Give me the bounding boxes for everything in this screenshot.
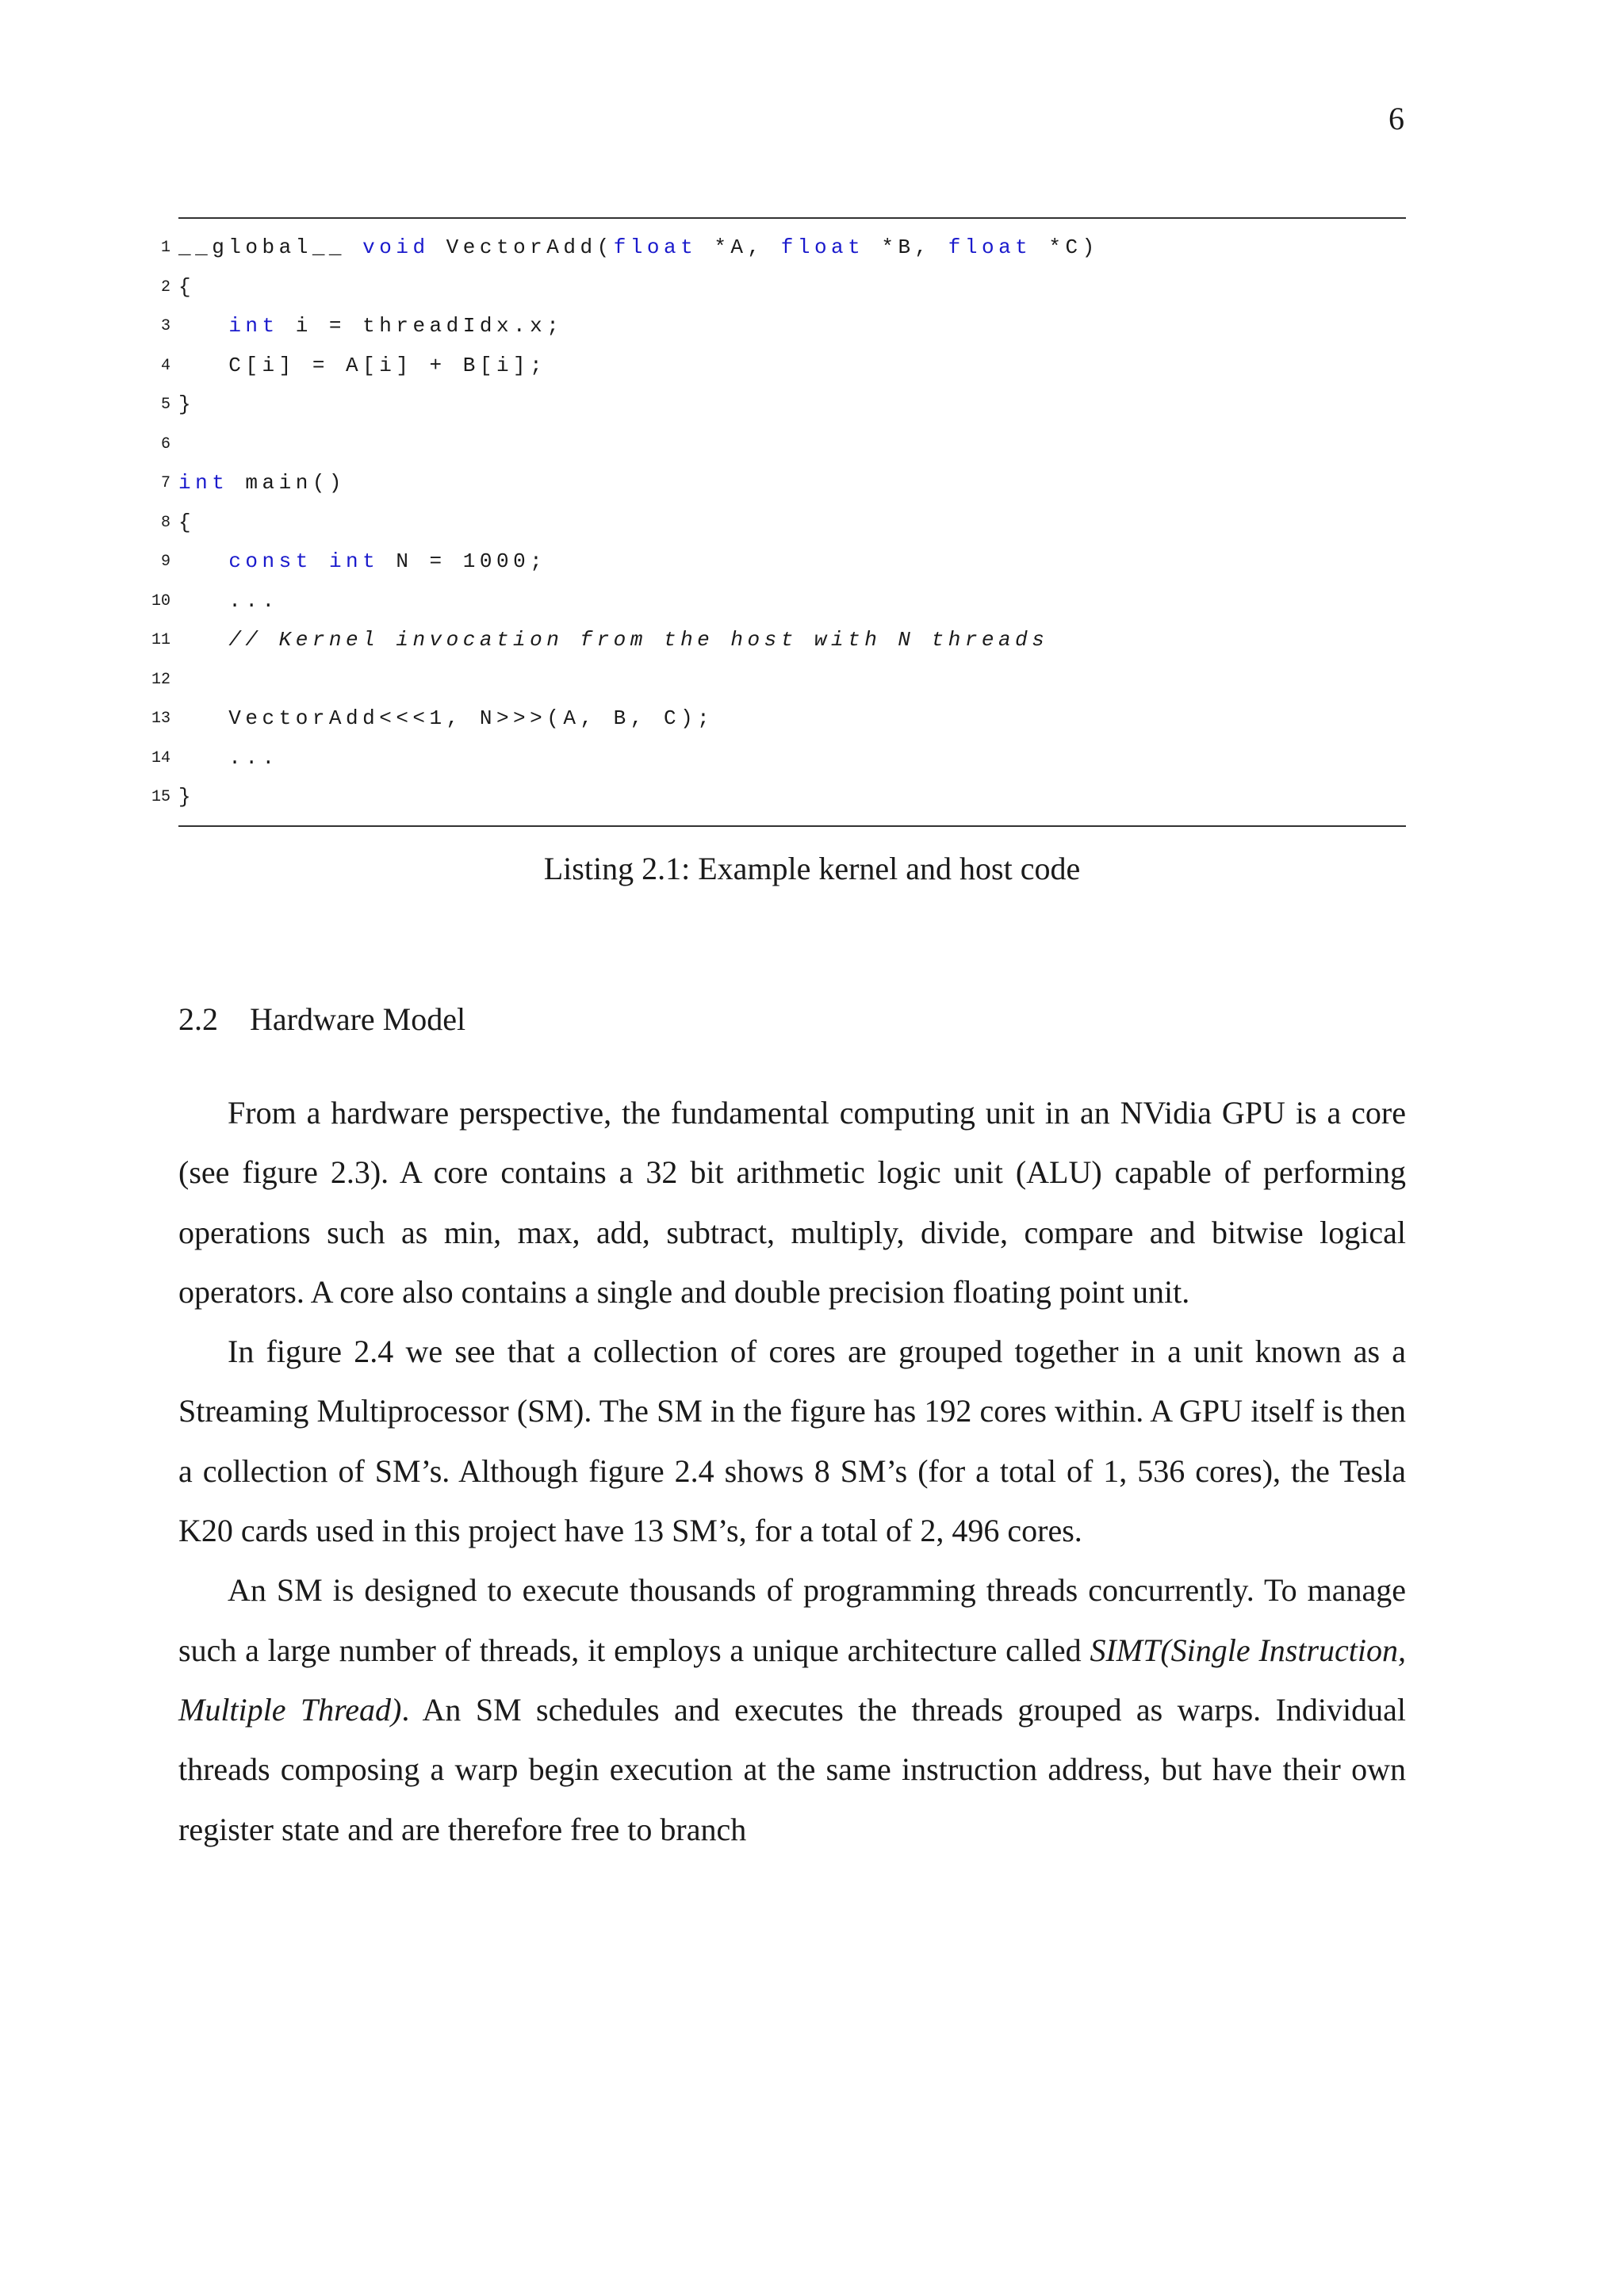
code-line [151, 699, 1406, 739]
code-text: VectorAdd( [429, 235, 614, 259]
code-keyword: float [613, 235, 698, 259]
section-title: Hardware Model [250, 1001, 466, 1037]
code-line [160, 503, 1406, 543]
code-text [178, 314, 228, 338]
paragraph-3 [178, 1560, 1406, 1858]
line-number: 5 [160, 396, 170, 414]
code-text: *A, [697, 235, 781, 259]
code-line [160, 228, 1406, 268]
line-number: 4 [160, 356, 170, 375]
section-heading [178, 1001, 465, 1038]
paragraph-2: In figure 2.4 we see that a collection of cores are grouped together in a unit known as a Streaming Multiprocessor (SM). The SM in the figure has 192 cores within. A GPU itself is then a collection of SM’s. Although figure 2.4 shows 8 SM’s (for a total of 1, 536 cores), the Tesla K20 cards used in this project have 13 SM’s, for a total of 2, 496 cores. [178, 1334, 1406, 1549]
code-text: *C) [1032, 235, 1099, 259]
line-number: 11 [151, 631, 170, 649]
line-number: 7 [160, 474, 170, 492]
code-text: { [178, 274, 196, 299]
code-text: { [178, 510, 196, 534]
code-comment: // Kernel invocation from the host with N threads [228, 628, 1049, 652]
line-number: 12 [151, 670, 170, 689]
code-line [160, 464, 1406, 503]
code-keyword: void [362, 235, 430, 259]
page-number: 6 [1388, 101, 1404, 136]
code-block [151, 219, 1406, 825]
code-text: } [178, 392, 196, 416]
code-text: C[i] = A[i] + B[i]; [178, 353, 547, 377]
line-number: 3 [160, 317, 170, 335]
code-text [312, 549, 329, 573]
code-text [178, 628, 228, 652]
code-text: __global__ [178, 235, 363, 259]
code-line [160, 268, 1406, 308]
code-text: i = threadIdx.x; [278, 314, 564, 338]
code-text: } [178, 785, 196, 809]
line-number: 15 [151, 788, 170, 806]
line-number: 1 [160, 239, 170, 257]
code-keyword: const [228, 549, 312, 573]
code-keyword: float [948, 235, 1032, 259]
line-number: 9 [160, 553, 170, 571]
code-keyword: float [780, 235, 865, 259]
code-line [151, 621, 1406, 660]
code-line [151, 739, 1406, 779]
section-number: 2.2 [178, 1001, 218, 1037]
paragraph-3-end: . An SM schedules and executes the threads grouped as warps. Individual threads composing a warp begin execution at the same instruction address, but have their own register state and are therefore free to branch [178, 1691, 1406, 1847]
code-line [160, 346, 1406, 386]
listing-bottom-rule [178, 825, 1406, 827]
simt-term: SIMT(Single Instruction, Multiple Thread) [178, 1632, 1406, 1728]
code-text: *B, [864, 235, 948, 259]
code-text: VectorAdd<<<1, N>>>(A, B, C); [178, 706, 714, 730]
code-text [178, 549, 228, 573]
code-line [160, 307, 1406, 346]
code-keyword: int [228, 314, 279, 338]
code-keyword: int [328, 549, 380, 573]
paragraph-3-start: An SM is designed to execute thousands of programming threads concurrently. To manage such a large number of threads, it employs a unique architecture called [178, 1572, 1406, 1668]
code-line [160, 385, 1406, 425]
code-text: N = 1000; [379, 549, 547, 573]
code-line [151, 778, 1406, 817]
line-number: 13 [151, 710, 170, 728]
code-line [151, 660, 1406, 700]
line-number: 2 [160, 277, 170, 297]
listing-caption: Listing 2.1: Example kernel and host code [543, 851, 1081, 886]
line-number: 10 [151, 591, 170, 610]
code-line [151, 582, 1406, 622]
line-number: 6 [160, 434, 170, 453]
code-line [160, 542, 1406, 582]
line-number: 8 [160, 513, 170, 532]
paragraph-1: From a hardware perspective, the fundamental computing unit in an NVidia GPU is a core (see figure 2.3). A core contains a 32 bit arithmetic logic unit (ALU) capable of performing operations such as min, max, add, subtract, multiply, divide, compare and bitwise logical operators. A core also contains a single and double precision floating point unit. [178, 1095, 1406, 1310]
code-text: ... [178, 588, 279, 613]
code-keyword: int [178, 471, 229, 495]
body-text [178, 1083, 1406, 1859]
code-listing [151, 217, 1406, 827]
code-text: main() [228, 471, 347, 495]
code-text: ... [178, 745, 279, 770]
line-number: 14 [151, 748, 170, 767]
code-line [160, 425, 1406, 465]
